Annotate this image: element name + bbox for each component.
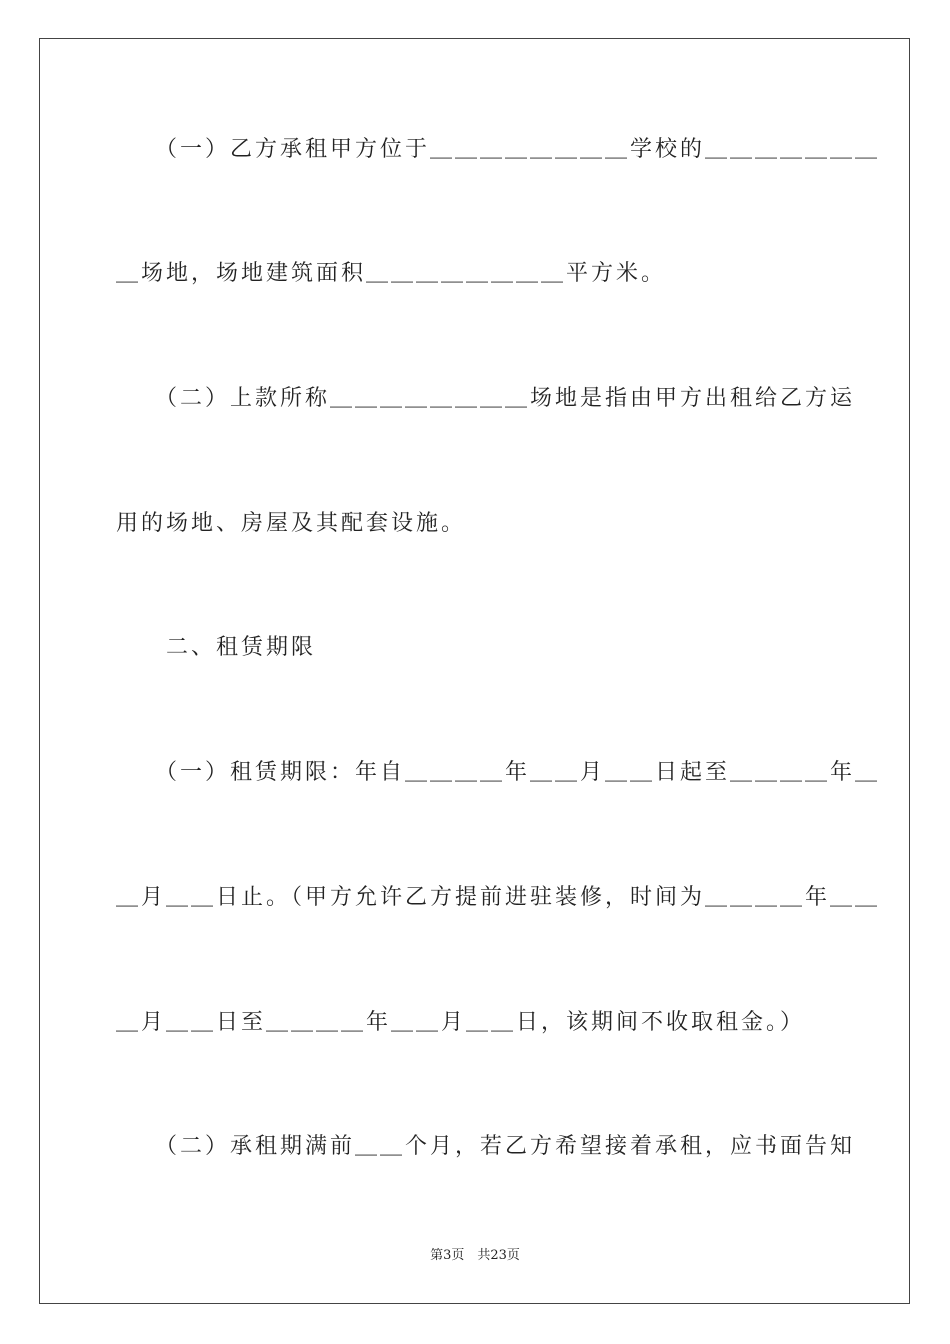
page-border [39, 38, 910, 1304]
section-heading-lease-term: 二、租赁期限 [116, 635, 317, 660]
page-number-footer: 第3页 共23页 [430, 1248, 520, 1263]
paragraph-line-8: ＿月＿＿日至＿＿＿＿年＿＿月＿＿日，该期间不收取租金。） [116, 1010, 806, 1035]
paragraph-line-1: （一）乙方承租甲方位于＿＿＿＿＿＿＿＿学校的＿＿＿＿＿＿＿ [116, 137, 881, 162]
paragraph-line-9: （二）承租期满前＿＿个月，若乙方希望接着承租，应书面告知 [116, 1134, 856, 1159]
paragraph-line-6: （一）租赁期限：年自＿＿＿＿年＿＿月＿＿日起至＿＿＿＿年＿ [116, 760, 881, 785]
paragraph-line-4: 用的场地、房屋及其配套设施。 [116, 511, 467, 536]
paragraph-line-3: （二）上款所称＿＿＿＿＿＿＿＿场地是指由甲方出租给乙方运 [116, 386, 856, 411]
paragraph-line-2: ＿场地，场地建筑面积＿＿＿＿＿＿＿＿平方米。 [116, 261, 667, 286]
paragraph-line-7: ＿月＿＿日止。（甲方允许乙方提前进驻装修，时间为＿＿＿＿年＿＿ [116, 885, 881, 910]
